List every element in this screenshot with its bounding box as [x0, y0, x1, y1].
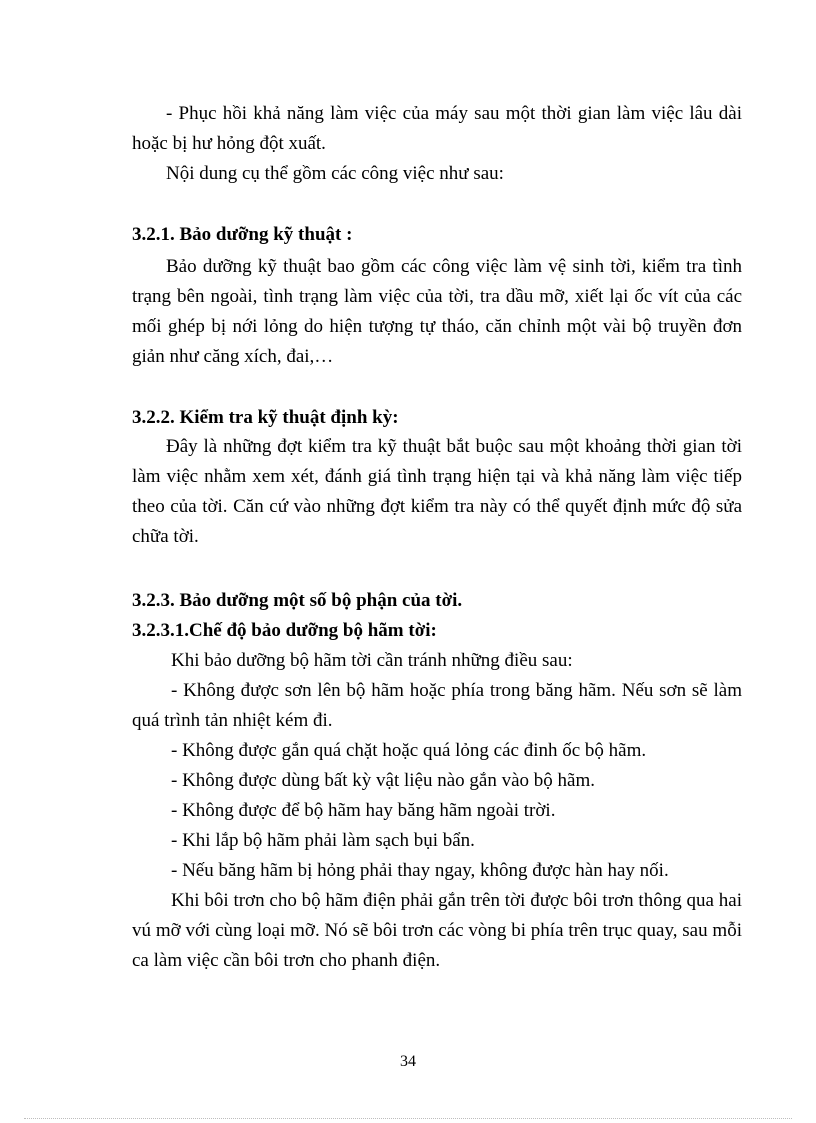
list-item: - Không được gắn quá chặt hoặc quá lỏng các đinh ốc bộ hãm.	[171, 740, 647, 761]
paragraph-line: giản như căng xích, đai,…	[132, 346, 334, 367]
paragraph-line: Nội dung cụ thể gồm các công việc như sau:	[166, 163, 504, 184]
paragraph-line: Khi bảo dưỡng bộ hãm tời cần tránh những điều sau:	[171, 650, 573, 671]
paragraph-line: mối ghép bị nới lỏng do hiện tượng tự tháo, căn chỉnh một vài bộ truyền đơn	[132, 316, 742, 337]
list-item: - Khi lắp bộ hãm phải làm sạch bụi bẩn.	[171, 830, 475, 851]
paragraph-line: chữa tời.	[132, 526, 199, 547]
list-item: - Nếu băng hãm bị hỏng phải thay ngay, không được hàn hay nối.	[171, 860, 669, 881]
list-item: - Không được sơn lên bộ hãm hoặc phía trong băng hãm. Nếu sơn sẽ làm	[171, 680, 742, 701]
paragraph-line: Bảo dưỡng kỹ thuật bao gồm các công việc làm vệ sinh tời, kiểm tra tình	[166, 256, 742, 277]
page-divider	[24, 1118, 792, 1119]
page-number: 34	[400, 1053, 416, 1070]
section-heading: 3.2.2. Kiểm tra kỹ thuật định kỳ:	[132, 407, 399, 428]
section-heading: 3.2.3. Bảo dưỡng một số bộ phận của tời.	[132, 590, 463, 611]
list-item: - Không được dùng bất kỳ vật liệu nào gắn vào bộ hãm.	[171, 770, 596, 791]
paragraph-line: vú mỡ với cùng loại mỡ. Nó sẽ bôi trơn các vòng bi phía trên trục quay, sau mỗi	[132, 920, 742, 941]
paragraph-line: theo của tời. Căn cứ vào những đợt kiểm tra này có thể quyết định mức độ sửa	[132, 496, 742, 517]
paragraph-line: trạng bên ngoài, tình trạng làm việc của tời, tra dầu mỡ, xiết lại ốc vít của các	[132, 286, 742, 307]
section-heading: 3.2.1. Bảo dưỡng kỹ thuật :	[132, 224, 353, 245]
paragraph-line: hoặc bị hư hỏng đột xuất.	[132, 133, 326, 154]
paragraph-line: Đây là những đợt kiểm tra kỹ thuật bắt buộc sau một khoảng thời gian tời	[166, 436, 742, 457]
subsection-heading: 3.2.3.1.Chế độ bảo dưỡng bộ hãm tời:	[132, 620, 437, 641]
paragraph-line: ca làm việc cần bôi trơn cho phanh điện.	[132, 950, 441, 971]
paragraph-line: làm việc nhằm xem xét, đánh giá tình trạng hiện tại và khả năng làm việc tiếp	[132, 466, 742, 487]
paragraph-line: quá trình tản nhiệt kém đi.	[132, 710, 333, 731]
paragraph-line: - Phục hồi khả năng làm việc của máy sau một thời gian làm việc lâu dài	[166, 103, 742, 124]
paragraph-line: Khi bôi trơn cho bộ hãm điện phải gắn trên tời được bôi trơn thông qua hai	[171, 890, 742, 911]
list-item: - Không được để bộ hãm hay băng hãm ngoài trời.	[171, 800, 556, 821]
